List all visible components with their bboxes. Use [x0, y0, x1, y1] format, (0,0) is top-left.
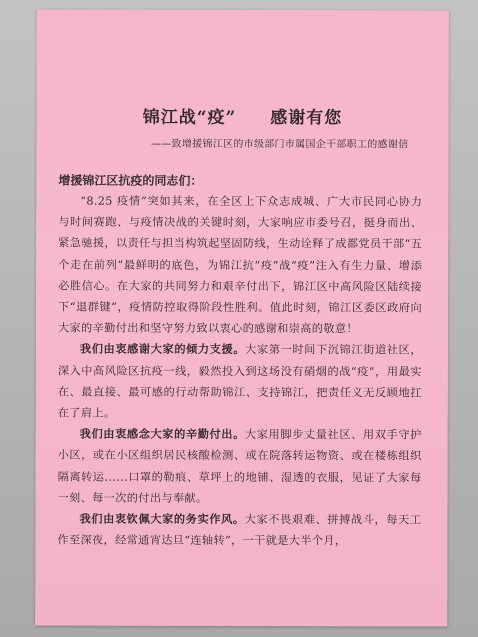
- letter-page: [35, 9, 449, 626]
- letter-title-part1: 锦江战“疫”: [142, 107, 237, 128]
- letter-title-part2: 感谢有您: [270, 108, 343, 129]
- paragraph-lead: 我们由衷感念大家的辛勤付出。: [79, 426, 245, 442]
- letter-paragraph-4: [57, 509, 421, 552]
- letter-subtitle: ——致增援锦江区的市级部门市属国企干部职工的感谢信: [150, 138, 409, 151]
- letter-title: [36, 102, 448, 128]
- letter-salutation: 增援锦江区抗疫的同志们：: [58, 173, 203, 188]
- paragraph-text: “8.25 疫情”突如其来，在全区上下众志成城、广大市民同心协力与时间赛跑、与疫情决战的关键时刻，大家响应市委号召，挺身而出、紧急驰援，以责任与担当构筑起坚固防线，生动诠释了成都党员干部“五个走在前列”最鲜明的底色，为锦江抗“疫”战“疫”注入有生力量、增添必胜信心。在大家的共同努力和艰辛付出下，锦江区中高风险区陆续接下“退群键”，疫情防控取得阶段性胜利。值此时刻，锦江区委区政府向大家的辛勤付出和坚守努力致以衷心的感谢和崇高的敬意！: [57, 194, 423, 336]
- paragraph-lead: 我们由衷感谢大家的倾力支援。: [79, 341, 246, 357]
- letter-paragraph-1: [58, 191, 422, 340]
- paragraph-text: 大家不畏艰难、拼搏战斗，每天工作至深夜，经常通宵达旦“连轴转”，一干就是大半个月，: [57, 513, 422, 548]
- letter-body: [57, 191, 422, 552]
- letter-paragraph-2: [58, 339, 422, 425]
- paragraph-text: 大家第一时间下沉锦江街道社区，深入中高风险区抗疫一线，毅然投入到这场没有硝烟的战“疫”，用最实在、最直接、最可感的行动帮助锦江、支持锦江，把责任义无反顾地扛在了肩上。: [57, 343, 422, 420]
- paragraph-text: 大家用脚步丈量社区、用双手守护小区，或在小区组织居民核酸检测、或在院落转运物资、或在楼栋组织隔离转运......口罩的勒痕、草坪上的地铺、湿透的衣服，见证了大家每一刻、每一次的付出与奉献。: [57, 428, 422, 505]
- letter-paragraph-3: [58, 424, 422, 510]
- paragraph-lead: 我们由衷钦佩大家的务实作风。: [79, 511, 245, 527]
